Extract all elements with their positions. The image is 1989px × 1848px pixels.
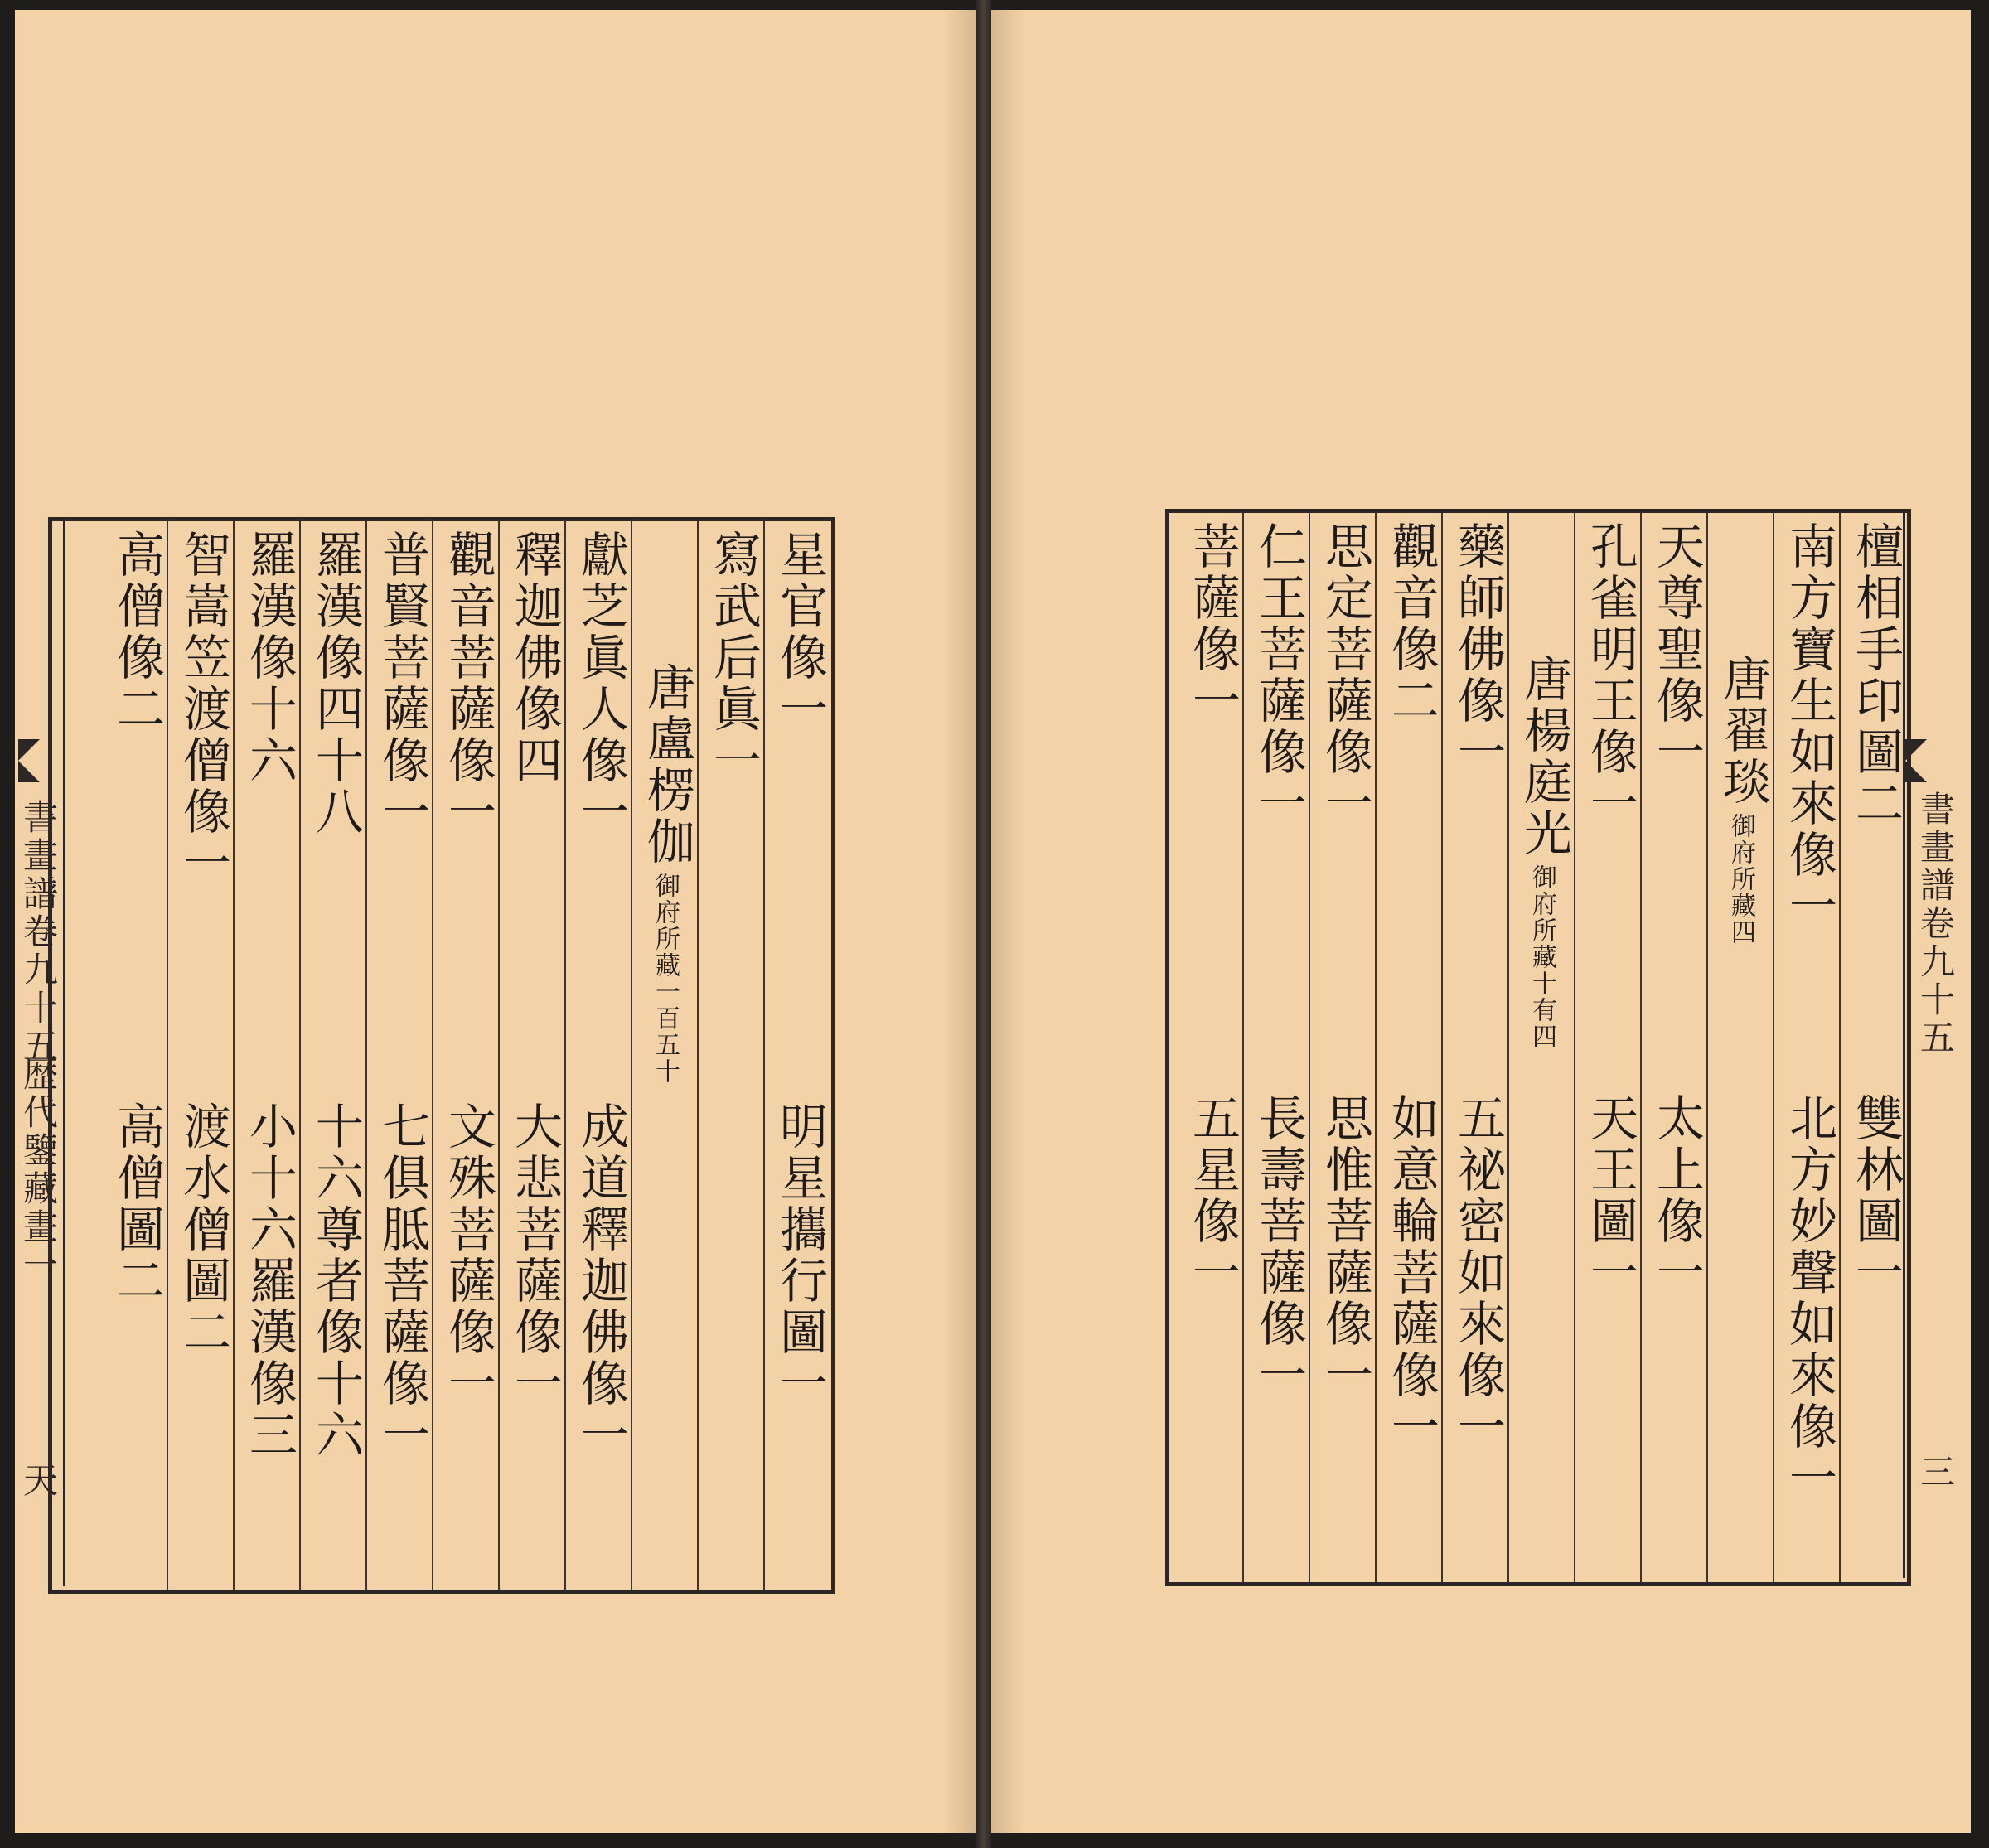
text-column	[564, 521, 632, 1590]
column-entry-top: 觀音菩薩像一	[440, 530, 496, 838]
column-entry-top: 南方寶生如來像一	[1781, 521, 1837, 932]
text-column	[102, 521, 168, 1590]
collection-note: 御府所藏一百五十	[651, 873, 680, 1085]
text-column	[1441, 513, 1509, 1582]
column-entry-top: 普賢菩薩像一	[374, 530, 430, 838]
column-entry-top: 仁王菩薩像一	[1251, 521, 1307, 830]
column-entry-bottom: 明星攜行圖一	[772, 1101, 828, 1410]
column-entry-top: 寫武后眞一	[705, 530, 762, 786]
text-column	[763, 521, 831, 1590]
column-entry-bottom: 北方妙聲如來像一	[1781, 1093, 1837, 1504]
column-entry-top: 孔雀明王像一	[1582, 521, 1638, 830]
fish-tail-mark-icon	[1905, 739, 1927, 782]
text-column	[233, 521, 301, 1590]
text-column	[1178, 513, 1244, 1582]
column-entry-top: 智嵩笠渡僧像一	[175, 530, 231, 889]
column-entry-bottom: 渡水僧圖二	[175, 1101, 231, 1358]
column-entry-top: 唐楊庭光	[1516, 654, 1572, 859]
column-entry-top: 羅漢像四十八	[307, 530, 364, 838]
column-entry-top: 羅漢像十六	[241, 530, 298, 786]
text-column	[432, 521, 500, 1590]
text-column	[631, 521, 699, 1590]
column-entry-bottom: 高僧圖二	[109, 1101, 165, 1307]
book-gutter	[976, 0, 991, 1848]
column-entry-top: 唐盧楞伽	[639, 662, 695, 868]
column-entry-bottom: 十六尊者像十六	[307, 1101, 364, 1461]
margin-title: 書畫譜卷九十五	[1915, 791, 1956, 1057]
right-page	[991, 10, 1971, 1833]
column-entry-top: 星官像一	[772, 530, 828, 735]
fish-tail-mark-icon	[18, 739, 40, 782]
text-column	[1242, 513, 1310, 1582]
column-entry-top: 獻芝眞人像一	[573, 530, 629, 838]
column-entry-bottom: 小十六羅漢像三	[241, 1101, 298, 1461]
collection-note: 御府所藏十有四	[1527, 864, 1556, 1050]
column-entry-top: 觀音像二	[1383, 521, 1440, 727]
text-column	[167, 521, 235, 1590]
column-entry-bottom: 思惟菩薩像一	[1317, 1093, 1373, 1401]
text-column	[1309, 513, 1377, 1582]
margin-section: 歴代鑒藏畫一	[18, 1056, 59, 1284]
column-entry-bottom: 大悲菩薩像一	[506, 1101, 563, 1410]
column-entry-top: 唐翟琰	[1715, 654, 1771, 808]
collection-note: 御府所藏四	[1726, 813, 1755, 946]
right-text-frame	[1165, 509, 1911, 1586]
text-column	[299, 521, 367, 1590]
column-entry-top: 天尊聖像一	[1648, 521, 1705, 778]
column-entry-bottom: 五祕密如來像一	[1449, 1093, 1506, 1453]
column-entry-bottom: 太上像一	[1648, 1093, 1705, 1299]
column-entry-top: 思定菩薩像一	[1317, 521, 1373, 830]
text-column	[1507, 513, 1575, 1582]
column-entry-bottom: 長壽菩薩像一	[1251, 1093, 1307, 1401]
text-column	[1839, 513, 1907, 1582]
text-column	[1574, 513, 1642, 1582]
column-entry-bottom: 五星像一	[1184, 1093, 1241, 1299]
column-entry-top: 菩薩像一	[1184, 521, 1241, 727]
column-entry-top: 藥師佛像一	[1449, 521, 1506, 778]
column-entry-top: 高僧像二	[109, 530, 165, 735]
text-column	[1640, 513, 1708, 1582]
text-column	[697, 521, 765, 1590]
right-margin-strip	[1903, 509, 1971, 1578]
column-entry-bottom: 文殊菩薩像一	[440, 1101, 496, 1410]
text-column	[1706, 513, 1774, 1582]
left-page	[15, 10, 976, 1833]
column-entry-bottom: 天王圖一	[1582, 1093, 1638, 1299]
column-entry-bottom: 雙林圖一	[1847, 1093, 1904, 1299]
column-entry-top: 釋迦佛像四	[506, 530, 563, 786]
text-column	[498, 521, 566, 1590]
text-column	[1773, 513, 1841, 1582]
text-column	[365, 521, 433, 1590]
column-entry-bottom: 如意輪菩薩像一	[1383, 1093, 1440, 1453]
column-entry-bottom: 成道釋迦佛像一	[573, 1101, 629, 1461]
column-entry-bottom: 七俱胝菩薩像一	[374, 1101, 430, 1461]
margin-title: 書畫譜卷九十五	[18, 799, 59, 1066]
column-entry-top: 檀相手印圖二	[1847, 521, 1904, 830]
margin-folio: 天	[18, 1462, 59, 1500]
text-column	[1375, 513, 1443, 1582]
left-text-frame	[48, 517, 835, 1594]
margin-folio: 三	[1915, 1454, 1956, 1492]
